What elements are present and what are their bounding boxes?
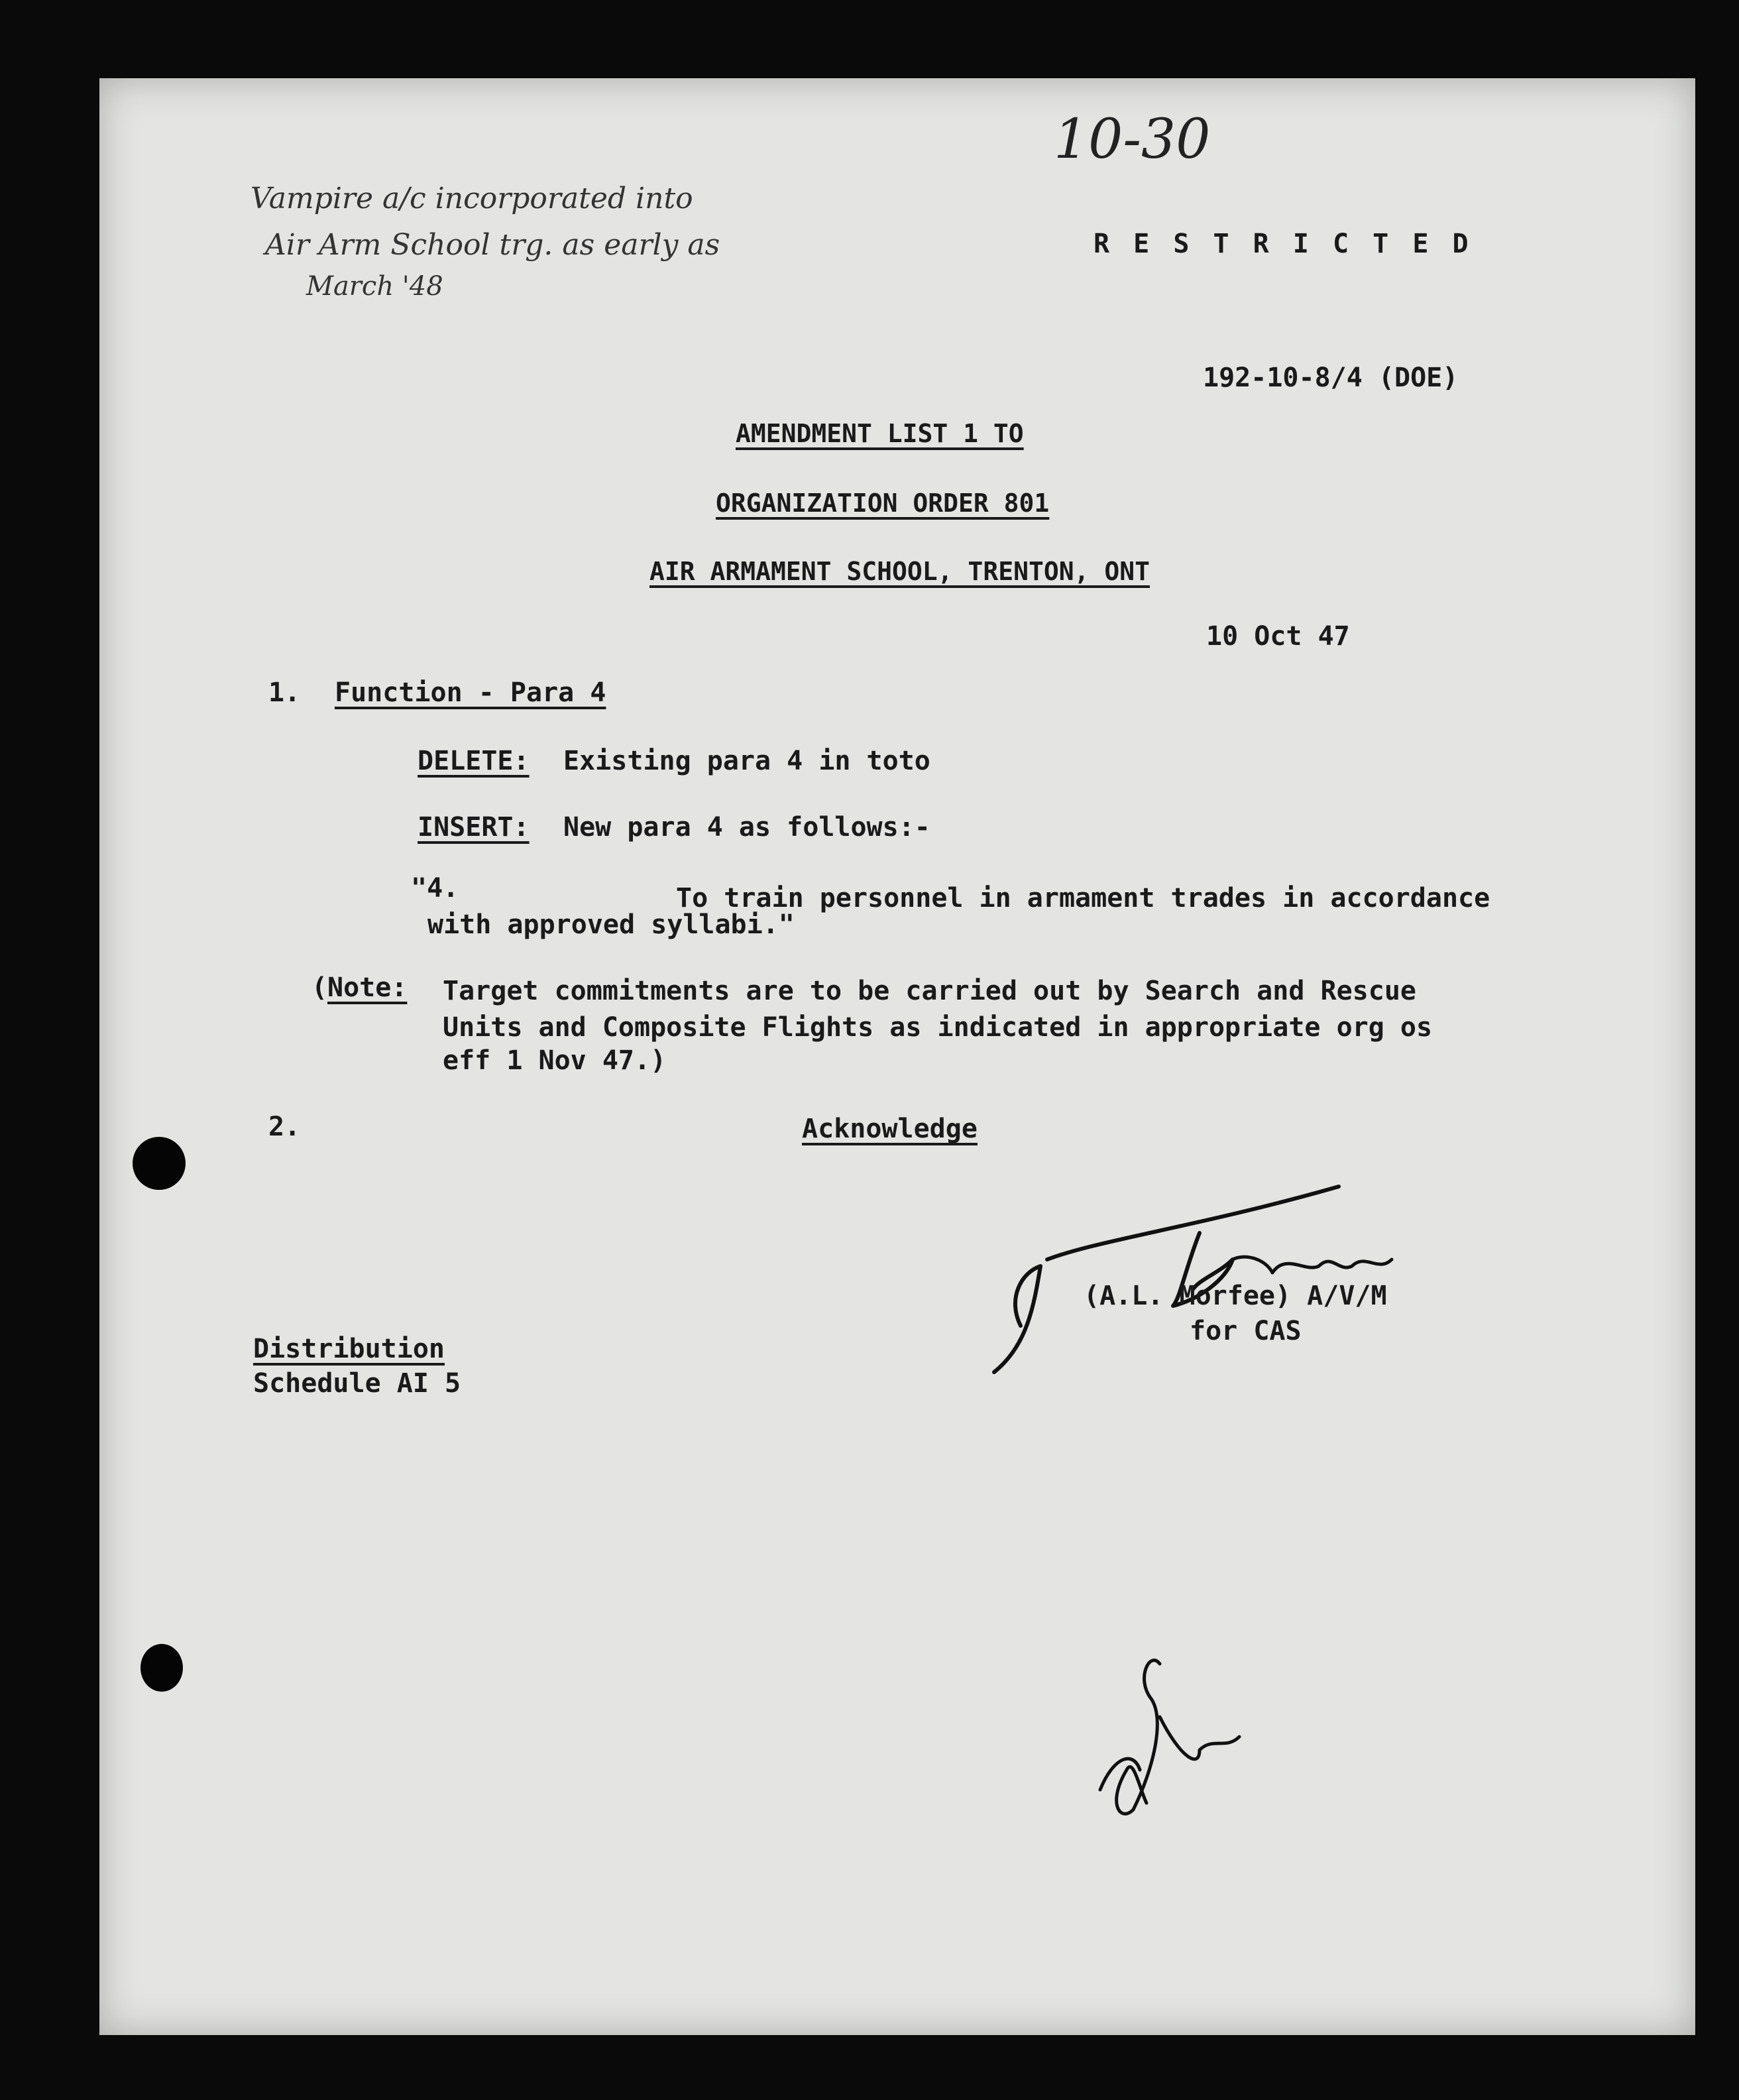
punch-hole-lower (140, 1644, 183, 1692)
note-open-paren: ( (311, 972, 328, 1003)
signatory-for: for CAS (1190, 1316, 1302, 1346)
insert-text: New para 4 as follows:- (563, 812, 930, 843)
classification-label: R E S T R I C T E D (1094, 229, 1473, 259)
title-organization-order: ORGANIZATION ORDER 801 (716, 489, 1050, 518)
new-para-number: "4. (411, 873, 459, 904)
item-1-number: 1. (268, 677, 301, 708)
handwritten-initials (1087, 1637, 1259, 1836)
file-ref-handwritten: 10-30 (1054, 108, 1211, 171)
delete-label: DELETE: (418, 746, 530, 776)
punch-hole-upper (133, 1137, 186, 1190)
title-amendment-list: AMENDMENT LIST 1 TO (736, 419, 1024, 448)
new-para-line-1: To train personnel in armament trades in accordance (676, 883, 1490, 913)
document-date: 10 Oct 47 (1206, 621, 1350, 652)
note-label: Note: (327, 972, 408, 1003)
insert-label: INSERT: (418, 812, 530, 843)
signatory-name: (A.L. Morfee) A/V/M (1084, 1281, 1387, 1311)
note-line-3: eff 1 Nov 47.) (443, 1045, 667, 1076)
title-school-name: AIR ARMAMENT SCHOOL, TRENTON, ONT (649, 557, 1150, 586)
document-reference: 192-10-8/4 (DOE) (1203, 363, 1459, 393)
note-line-1: Target commitments are to be carried out by Search and Rescue (443, 976, 1417, 1006)
delete-text: Existing para 4 in toto (563, 746, 930, 776)
note-line-2: Units and Composite Flights as indicated in appropriate org os (443, 1012, 1433, 1043)
new-para-line-2: with approved syllabi." (427, 909, 795, 940)
margin-note-line-3: March '48 (306, 271, 443, 302)
margin-note-line-1: Vampire a/c incorporated into (251, 182, 693, 215)
item-1-heading: Function - Para 4 (335, 677, 606, 708)
item-2-number: 2. (268, 1112, 301, 1142)
distribution-label: Distribution (253, 1334, 445, 1364)
acknowledge-text: Acknowledge (802, 1114, 978, 1144)
distribution-schedule: Schedule AI 5 (253, 1368, 461, 1399)
margin-note-line-2: Air Arm School trg. as early as (265, 228, 720, 262)
